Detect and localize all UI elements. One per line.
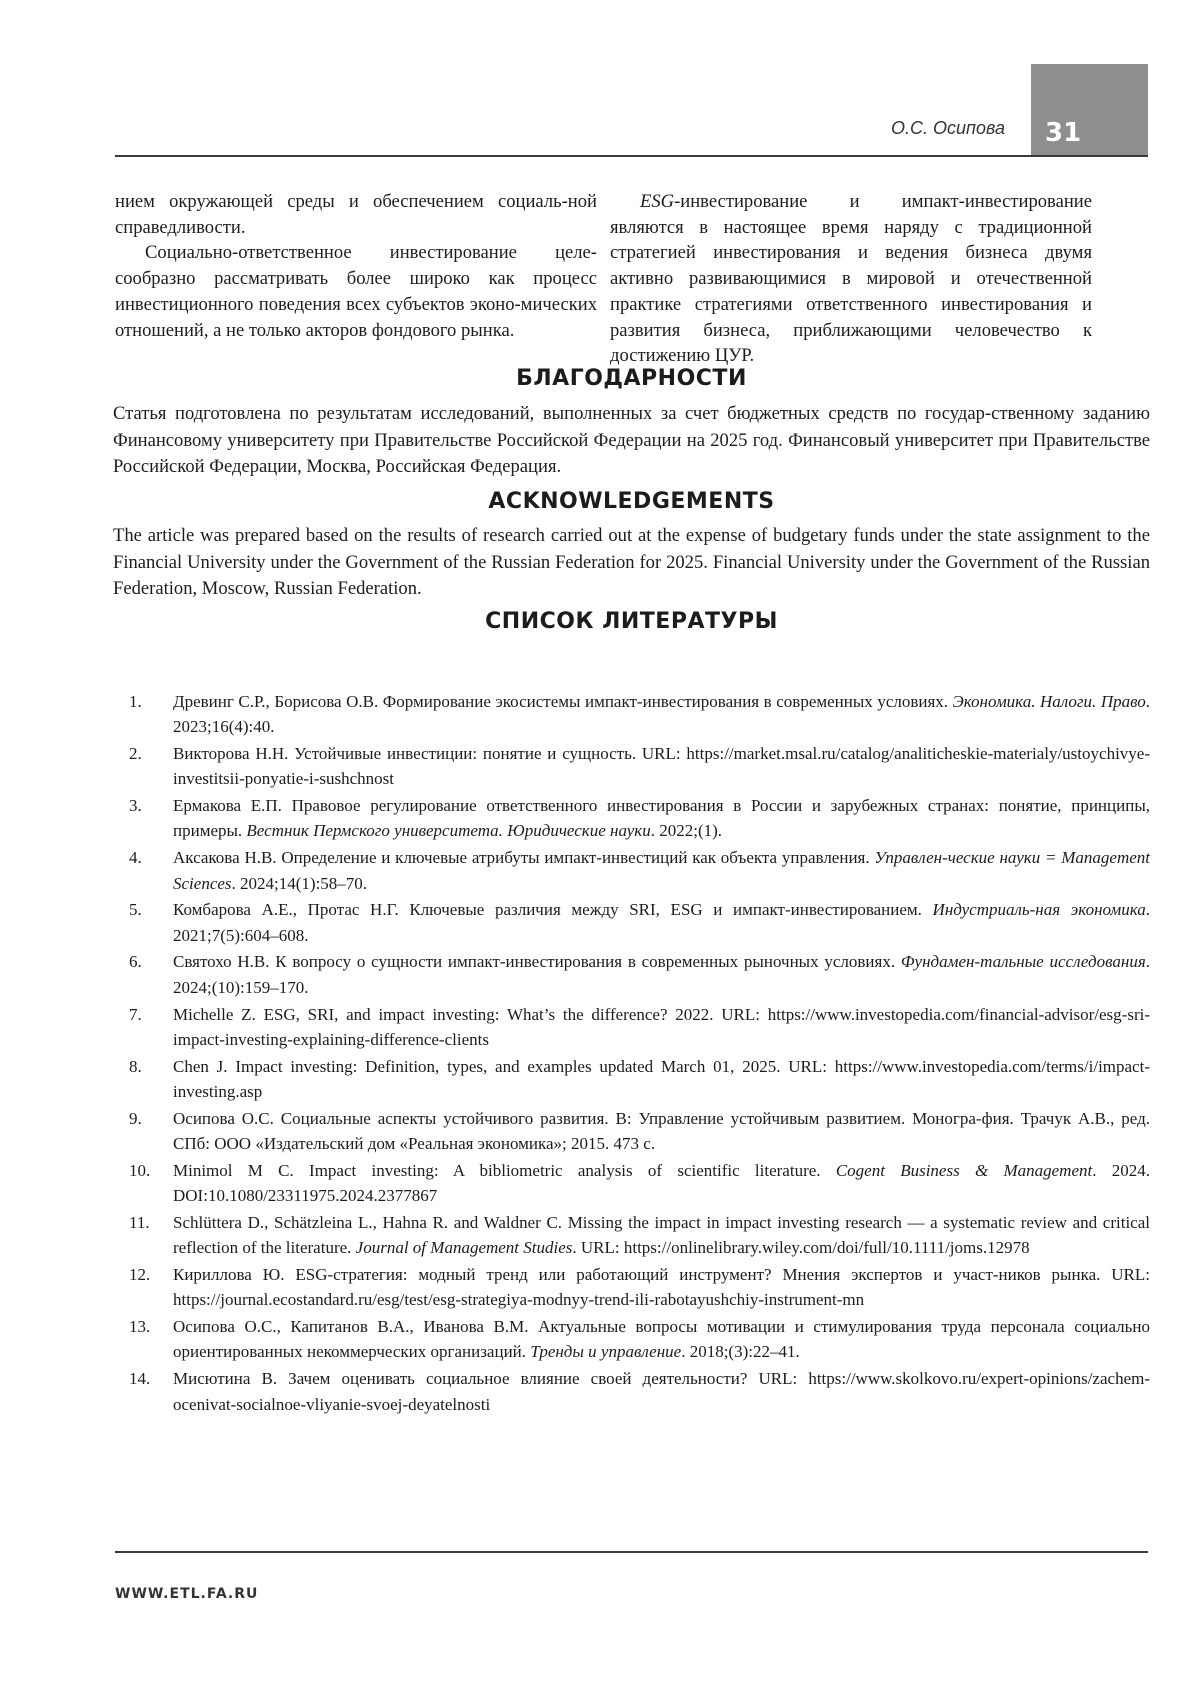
- reference-number: 14.: [129, 1369, 151, 1389]
- reference-source: Управлен-ческие науки = Management Sciences: [173, 848, 1150, 893]
- reference-source: Тренды и управление: [530, 1342, 682, 1362]
- reference-number: 7.: [129, 1004, 142, 1024]
- reference-item: [115, 897, 1150, 948]
- reference-source: Journal of Management Studies: [355, 1238, 573, 1258]
- references-list: [115, 689, 1150, 1418]
- reference-number: 1.: [129, 692, 142, 711]
- reference-text: Древинг С.Р., Борисова О.В. Формирование экосистемы импакт-инвестирования в современных условиях.: [173, 692, 953, 711]
- reference-text: Осипова О.С., Капитанов В.А., Иванова В.М. Актуальные вопросы мотивации и стимулирования труда персонала социально ориентированных некоммерческих организаций.: [173, 1317, 1150, 1362]
- reference-source: Cogent Business & Management: [835, 1160, 1093, 1180]
- reference-text: Аксакова Н.В. Определение и ключевые атрибуты импакт-инвестиций как объекта управления.: [173, 848, 875, 868]
- thanks-text: Статья подготовлена по результатам исследований, выполненных за счет бюджетных средств по государ-ственному заданию Финансовому университету при Правительстве Российской Федерации на 2025 год. Финансовый университет при Правительстве Российской Федерации, Москва, Российская Федерация.: [113, 403, 1150, 477]
- reference-source: Фундамен-тальные исследования: [900, 952, 1146, 972]
- reference-item: [115, 793, 1150, 844]
- reference-source: Индустриаль-ная экономика: [932, 900, 1146, 920]
- reference-source: Вестник Пермского университета. Юридические науки: [246, 821, 651, 841]
- left-column: [115, 189, 597, 343]
- reference-item: [115, 845, 1150, 896]
- reference-text: Chen J. Impact investing: Definition, types, and examples updated March 01, 2025. URL: https://www.investopedia.com/terms/i/impact-investing.asp: [173, 1056, 1150, 1101]
- reference-number: 2.: [129, 744, 142, 764]
- reference-number: 8.: [129, 1056, 142, 1076]
- right-paragraph-1: [610, 189, 1092, 369]
- left-paragraph-2: Социально-ответственное инвестирование целе-сообразно рассматривать более широко как процесс инвестиционного поведения всех субъектов эконо-мических отношений, а не только акторов фондового рынка.: [115, 242, 597, 341]
- reference-details: . 2022;(1).: [650, 821, 723, 841]
- reference-number: 11.: [129, 1212, 150, 1232]
- reference-text: Кириллова Ю. ESG-стратегия: модный тренд или работающий инструмент? Мнения экспертов и участ-ников рынка. URL: https://journal.ecostandard.ru/esg/test/esg-strategiya-modnyy-trend-ili-rabotayushchiy-instrument-mn: [173, 1265, 1150, 1310]
- reference-text: Святохо Н.В. К вопросу о сущности импакт-инвестирования в современных рыночных условиях.: [173, 952, 901, 972]
- footer-rule: [115, 1551, 1148, 1553]
- acknowledgements-text: The article was prepared based on the results of research carried out at the expense of budgetary funds under the state assignment to the Financial University under the Government of the Russian Federation for 2025. Financial University under the Government of the Russian Federation, Moscow, Russian Federation.: [113, 525, 1150, 599]
- reference-item: [115, 1106, 1150, 1157]
- reference-text: Schlüttera D., Schätzleina L., Hahna R. and Waldner C. Missing the impact in impact investing research — a systematic review and critical reflection of the literature.: [173, 1212, 1150, 1258]
- reference-item: [115, 1158, 1150, 1209]
- reference-text: Мисютина В. Зачем оценивать социальное влияние своей деятельности? URL: https://www.skolkovo.ru/expert-opinions/zachem-ocenivat-socialnoe-vliyanie-svoej-deyatelnosti: [173, 1369, 1150, 1414]
- acknowledgements-title: ACKNOWLEDGEMENTS: [488, 489, 775, 514]
- running-head-author: О.С. Осипова: [891, 118, 1005, 138]
- reference-number: 5.: [129, 900, 142, 920]
- reference-item: [115, 1366, 1150, 1417]
- reference-item: [115, 689, 1150, 740]
- reference-item: [115, 1262, 1150, 1313]
- reference-number: 9.: [129, 1108, 142, 1128]
- reference-text: Комбарова А.Е., Протас Н.Г. Ключевые различия между SRI, ESG и импакт-инвестированием.: [173, 900, 933, 920]
- right-paragraph-text: -инвестирование и импакт-инвестирование являются в настоящее время наряду с традиционной стратегией инвестирования и ведения бизнеса двумя активно развивающимися в мировой и отечественной практике стратегиями ответственного инвестирования и развития бизнеса, приближающими человечество к достижению ЦУР.: [610, 191, 1092, 367]
- reference-details: . 2024;(10):159–170.: [173, 952, 1150, 997]
- reference-number: 13.: [129, 1317, 151, 1337]
- reference-item: [115, 949, 1150, 1000]
- reference-text: Ермакова Е.П. Правовое регулирование ответственного инвестирования в России и зарубежных странах: понятие, принципы, примеры.: [173, 796, 1150, 841]
- reference-text: Осипова О.С. Социальные аспекты устойчивого развития. В: Управление устойчивым развитием. Моногра-фия. Трачук А.В., ред. СПб: ООО «Издательский дом «Реальная экономика»; 2015. 473 с.: [173, 1108, 1150, 1154]
- esg-italic: ESG: [640, 191, 675, 212]
- reference-number: 3.: [129, 796, 142, 816]
- reference-text: Michelle Z. ESG, SRI, and impact investing: What’s the difference? 2022. URL: https://www.investopedia.com/financial-advisor/esg-sri-impact-investing-explaining-difference-clients: [173, 1004, 1150, 1049]
- reference-details: . 2024;14(1):58–70.: [231, 873, 368, 893]
- reference-number: 4.: [129, 848, 142, 868]
- reference-item: [115, 1002, 1150, 1053]
- reference-item: [115, 1210, 1150, 1261]
- right-column: [610, 189, 1092, 369]
- reference-source: Экономика. Налоги. Право: [952, 692, 1146, 711]
- thanks-title: БЛАГОДАРНОСТИ: [516, 366, 747, 391]
- reference-details: . 2021;7(5):604–608.: [173, 900, 1150, 945]
- reference-number: 10.: [129, 1160, 151, 1180]
- page-number-tab: [1031, 64, 1148, 156]
- reference-details: . 2024. DOI:10.1080/23311975.2024.2377867: [173, 1160, 1150, 1206]
- footer-site: WWW.ETL.FA.RU: [115, 1586, 259, 1602]
- reference-item: [115, 1054, 1150, 1105]
- reference-text: Викторова Н.Н. Устойчивые инвестиции: понятие и сущность. URL: https://market.msal.ru/catalog/analiticheskie-materialy/ustoychivye-investitsii-ponyatie-i-sushchnost: [173, 744, 1150, 789]
- page-number: 31: [1045, 118, 1082, 148]
- reference-number: 12.: [129, 1265, 151, 1285]
- header-rule: [115, 155, 1148, 157]
- references-title: СПИСОК ЛИТЕРАТУРЫ: [485, 609, 778, 634]
- reference-details: . 2023;16(4):40.: [173, 692, 1150, 737]
- reference-details: . 2018;(3):22–41.: [681, 1342, 800, 1362]
- reference-details: . URL: https://onlinelibrary.wiley.com/doi/full/10.1111/joms.12978: [572, 1238, 1030, 1258]
- left-paragraph-1: нием окружающей среды и обеспечением социаль-ной справедливости.: [115, 191, 597, 238]
- reference-number: 6.: [129, 952, 142, 972]
- reference-item: [115, 1314, 1150, 1365]
- reference-item: [115, 741, 1150, 792]
- reference-text: Minimol M C. Impact investing: A bibliometric analysis of scientific literature.: [173, 1160, 836, 1180]
